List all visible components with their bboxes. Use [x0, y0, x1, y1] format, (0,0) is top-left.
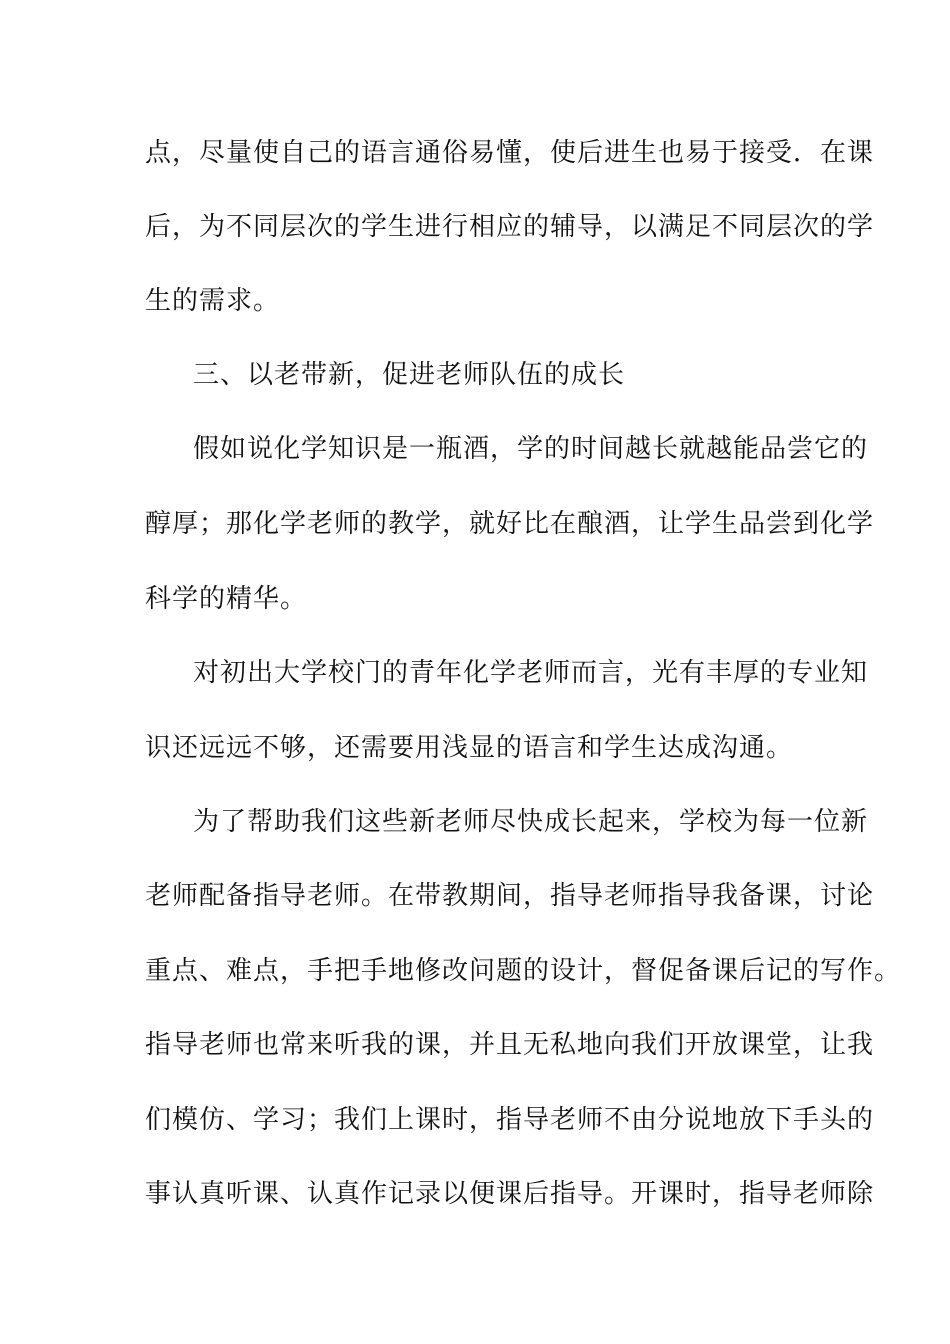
text-line: 老师配备指导老师。在带教期间，指导老师指导我备课，讨论	[145, 881, 875, 911]
text-line: 重点、难点，手把手地修改问题的设计，督促备课后记的写作。	[145, 956, 902, 986]
text-line: 事认真听课、认真作记录以便课后指导。开课时，指导老师除	[145, 1179, 875, 1209]
text-line: 科学的精华。	[145, 584, 308, 614]
text-line: 醇厚；那化学老师的教学，就好比在酿酒，让学生品尝到化学	[145, 509, 875, 539]
text-line: 识还远远不够，还需要用浅显的语言和学生达成沟通。	[145, 733, 794, 763]
text-line: 们模仿、学习；我们上课时，指导老师不由分说地放下手头的	[145, 1105, 875, 1135]
section-heading: 三、以老带新，促进老师队伍的成长	[193, 360, 626, 390]
text-line: 生的需求。	[145, 286, 281, 316]
text-line: 假如说化学知识是一瓶酒，学的时间越长就越能品尝它的	[193, 434, 869, 464]
text-line: 指导老师也常来听我的课，并且无私地向我们开放课堂，让我	[145, 1030, 875, 1060]
text-line: 后，为不同层次的学生进行相应的辅导，以满足不同层次的学	[145, 212, 875, 242]
text-line: 对初出大学校门的青年化学老师而言，光有丰厚的专业知	[193, 658, 869, 688]
text-line: 点，尽量使自己的语言通俗易懂，使后进生也易于接受．在课	[145, 138, 875, 168]
text-line: 为了帮助我们这些新老师尽快成长起来，学校为每一位新	[193, 807, 869, 837]
